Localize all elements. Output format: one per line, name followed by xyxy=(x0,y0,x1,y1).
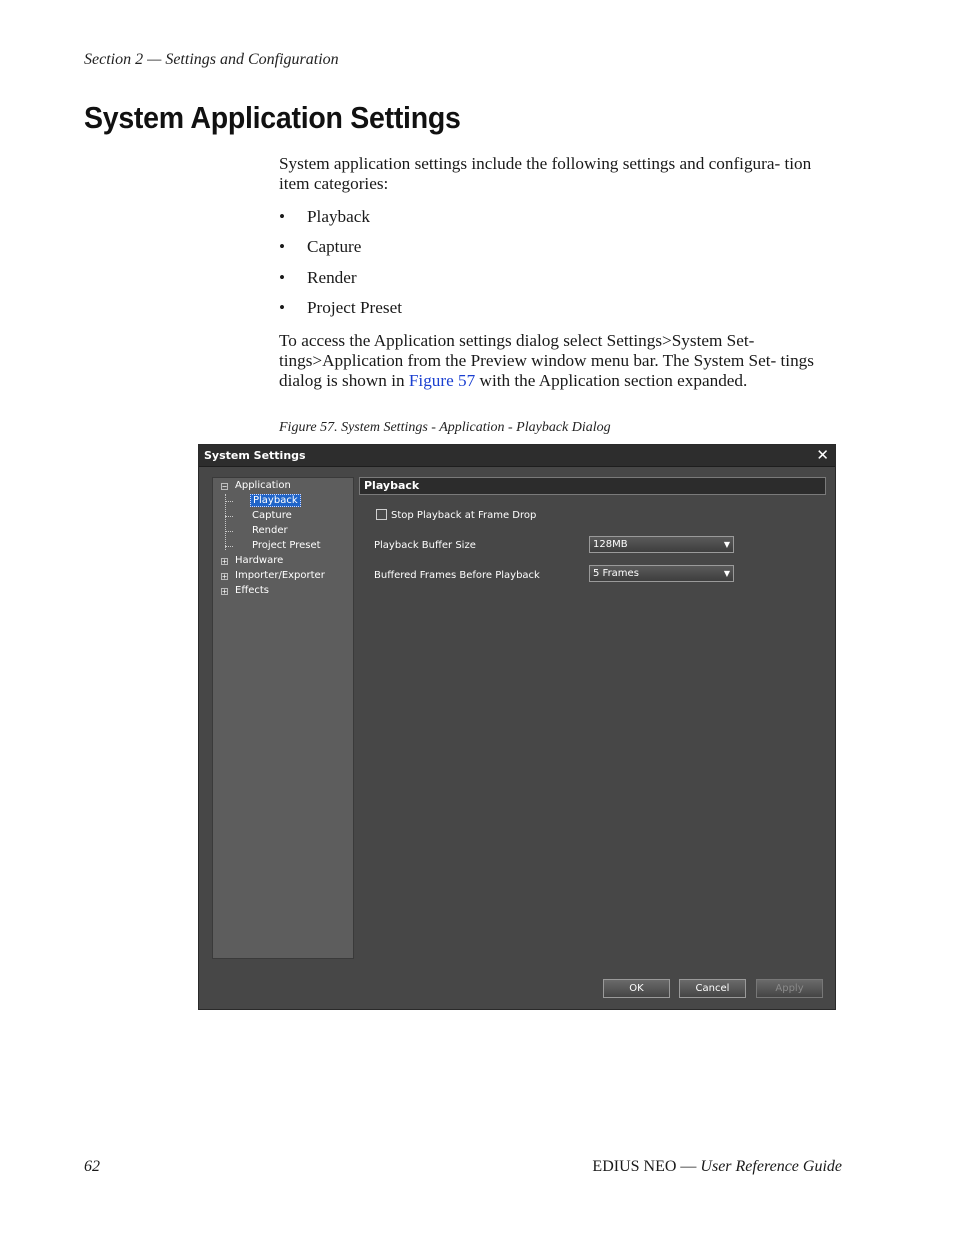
tree-item-label: Effects xyxy=(235,585,269,596)
access-paragraph xyxy=(279,331,839,391)
dialog-titlebar xyxy=(199,445,835,467)
panel-title: Playback xyxy=(359,477,826,495)
tree-connector xyxy=(225,516,233,517)
bullet-icon: • xyxy=(279,298,286,318)
running-head: Section 2 — Settings and Configuration xyxy=(84,51,339,68)
list-item xyxy=(279,207,402,237)
expand-icon[interactable]: + xyxy=(222,557,227,566)
intro-paragraph: System application settings include the following settings and configura- tion item categories: xyxy=(279,154,812,193)
apply-button[interactable]: Apply xyxy=(756,979,823,998)
tree-item-render[interactable]: Render xyxy=(252,525,288,536)
tree-connector xyxy=(225,501,233,502)
tree-connector xyxy=(225,531,233,532)
tree-item-label: Application xyxy=(235,480,291,491)
buffer-size-select[interactable] xyxy=(589,536,734,553)
figure-caption: Figure 57. System Settings - Application - Playback Dialog xyxy=(279,420,611,435)
cancel-button[interactable]: Cancel xyxy=(679,979,746,998)
buffered-frames-value: 5 Frames xyxy=(593,568,639,579)
tree-item-project-preset[interactable]: Project Preset xyxy=(252,540,321,551)
buffer-size-label: Playback Buffer Size xyxy=(374,540,476,551)
list-item xyxy=(279,298,402,328)
tree-connector xyxy=(225,494,226,550)
list-item-label: Playback xyxy=(307,207,371,226)
chevron-down-icon[interactable]: ▼ xyxy=(723,540,730,549)
settings-tree xyxy=(212,477,354,959)
page-title: System Application Settings xyxy=(84,100,461,135)
bullet-icon: • xyxy=(279,207,286,226)
ok-button[interactable]: OK xyxy=(603,979,670,998)
list-item xyxy=(279,237,402,267)
system-settings-dialog xyxy=(198,444,836,1010)
expand-icon[interactable]: + xyxy=(222,572,227,581)
tree-item-playback[interactable] xyxy=(250,494,301,508)
figure-link[interactable]: Figure 57 xyxy=(408,371,476,390)
expand-icon[interactable]: + xyxy=(222,587,227,596)
buffer-size-value: 128MB xyxy=(593,539,628,550)
category-list xyxy=(279,207,402,329)
chevron-down-icon[interactable]: ▼ xyxy=(723,569,730,578)
list-item-label: Project Preset xyxy=(307,298,402,318)
checkbox-label[interactable]: Stop Playback at Frame Drop xyxy=(391,510,537,521)
list-item-label: Render xyxy=(307,267,357,287)
tree-item-label: Hardware xyxy=(235,555,284,566)
access-text-after: with the Application section expanded. xyxy=(475,371,748,390)
collapse-icon[interactable]: − xyxy=(222,482,227,491)
list-item-label: Capture xyxy=(307,237,362,257)
close-icon[interactable]: ✕ xyxy=(816,446,829,464)
list-item xyxy=(279,268,402,298)
tree-item-label: Playback xyxy=(250,494,301,507)
bullet-icon: • xyxy=(279,237,286,257)
dialog-title: System Settings xyxy=(204,449,306,462)
page-number: 62 xyxy=(84,1158,100,1175)
buffered-frames-select[interactable] xyxy=(589,565,734,582)
guide-name: User Reference Guide xyxy=(700,1158,842,1175)
tree-item-label: Importer/Exporter xyxy=(235,570,325,581)
footer-title xyxy=(592,1158,842,1176)
footer-separator: — xyxy=(680,1158,697,1175)
tree-item-capture[interactable]: Capture xyxy=(252,510,292,521)
access-text-before: To access the Application settings dialog select Settings>System Set- tings>Application from the Preview window menu bar. The System Set- tings dialog is shown in xyxy=(279,331,814,390)
product-name: EDIUS NEO xyxy=(592,1158,677,1175)
tree-connector xyxy=(225,546,233,547)
stop-playback-checkbox[interactable] xyxy=(376,509,387,520)
buffered-frames-label: Buffered Frames Before Playback xyxy=(374,570,540,581)
bullet-icon: • xyxy=(279,267,286,287)
